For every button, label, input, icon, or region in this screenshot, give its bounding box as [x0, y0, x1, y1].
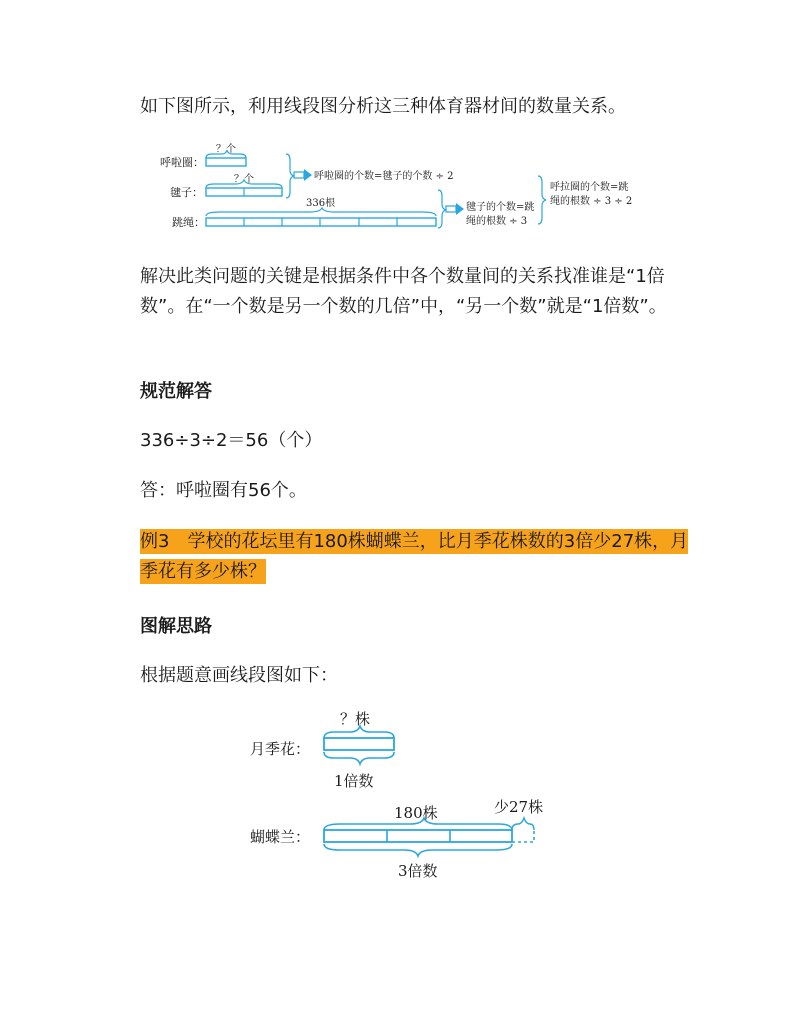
d1-row1-brace-label: ？个: [216, 144, 236, 155]
intro-text: 如下图所示，利用线段图分析这三种体育器材间的数量关系。: [140, 96, 626, 117]
equation-text: 336÷3÷2＝56（个）: [140, 430, 323, 451]
d2-less-brace: [512, 818, 534, 830]
d2-row2-bar: [324, 830, 512, 842]
d1-brace-rows12: [286, 154, 294, 198]
d1-row3-brace-label: 336根: [306, 198, 336, 209]
heading-diagram-approach: 图解思路: [140, 616, 212, 637]
d1-note-3-line1: 呼拉圈的个数=跳: [550, 182, 629, 193]
d1-row1-label: 呼啦圈：: [160, 156, 204, 169]
d1-note-1: 呼啦圈的个数=毽子的个数 ÷ 2: [314, 171, 454, 182]
d2-row2-bottom-brace: [324, 844, 512, 856]
d2-row1-bottom-brace: [324, 752, 394, 764]
d1-note-2-line1: 毽子的个数=跳: [466, 202, 535, 213]
d2-row2-top-label: 180株: [394, 804, 438, 822]
explanation-text: 解决此类问题的关键是根据条件中各个数量间的关系找准谁是“1倍数”。在“一个数是另一个数的几倍”中，“另一个数”就是“1倍数”。: [140, 266, 667, 317]
d1-row3-label: 跳绳：: [172, 216, 205, 229]
d2-row1-brace: [324, 726, 394, 738]
d1-row3-bar: [206, 218, 436, 226]
d1-brace-all: [538, 176, 546, 224]
answer-text: 答：呼啦圈有56个。: [140, 480, 307, 501]
d1-row1-bar: [206, 158, 246, 166]
d2-row2-label-text: 毽子：: [170, 186, 203, 199]
d1-note-2-line2: 绳的根数 ÷ 3: [466, 216, 528, 227]
d1-arrow-2: [446, 203, 464, 215]
d1-note-3-line2: 绳的根数 ÷ 3 ÷ 2: [550, 196, 633, 207]
d1-row2-brace-label: ？个: [234, 174, 254, 185]
d1-arrow-1: [294, 169, 312, 181]
example-3-highlight: 例3 学校的花坛里有180株蝴蝶兰，比月季花株数的3倍少27株，月季花有多少株？: [140, 531, 689, 582]
d2-row2-less-label: 少27株: [494, 798, 544, 816]
heading-standard-answer: 规范解答: [140, 381, 212, 402]
d2-row2-label: 蝴蝶兰：: [250, 828, 311, 846]
d2-row2-bottom-label: 3倍数: [398, 862, 438, 880]
d1-row3-brace: [206, 208, 436, 216]
d2-less-dashed: [512, 830, 534, 842]
draw-intro-text: 根据题意画线段图如下：: [140, 665, 338, 686]
segment-diagram-1: [160, 140, 680, 240]
segment-diagram-2: [250, 700, 570, 880]
d1-brace-rows23: [438, 190, 446, 228]
example-3-problem: [140, 527, 700, 587]
d2-row1-top-label: ？株: [340, 710, 371, 728]
d2-row1-bar: [324, 738, 394, 750]
d2-row1-bottom-label: 1倍数: [334, 772, 374, 790]
d2-row1-label: 月季花：: [250, 740, 311, 758]
